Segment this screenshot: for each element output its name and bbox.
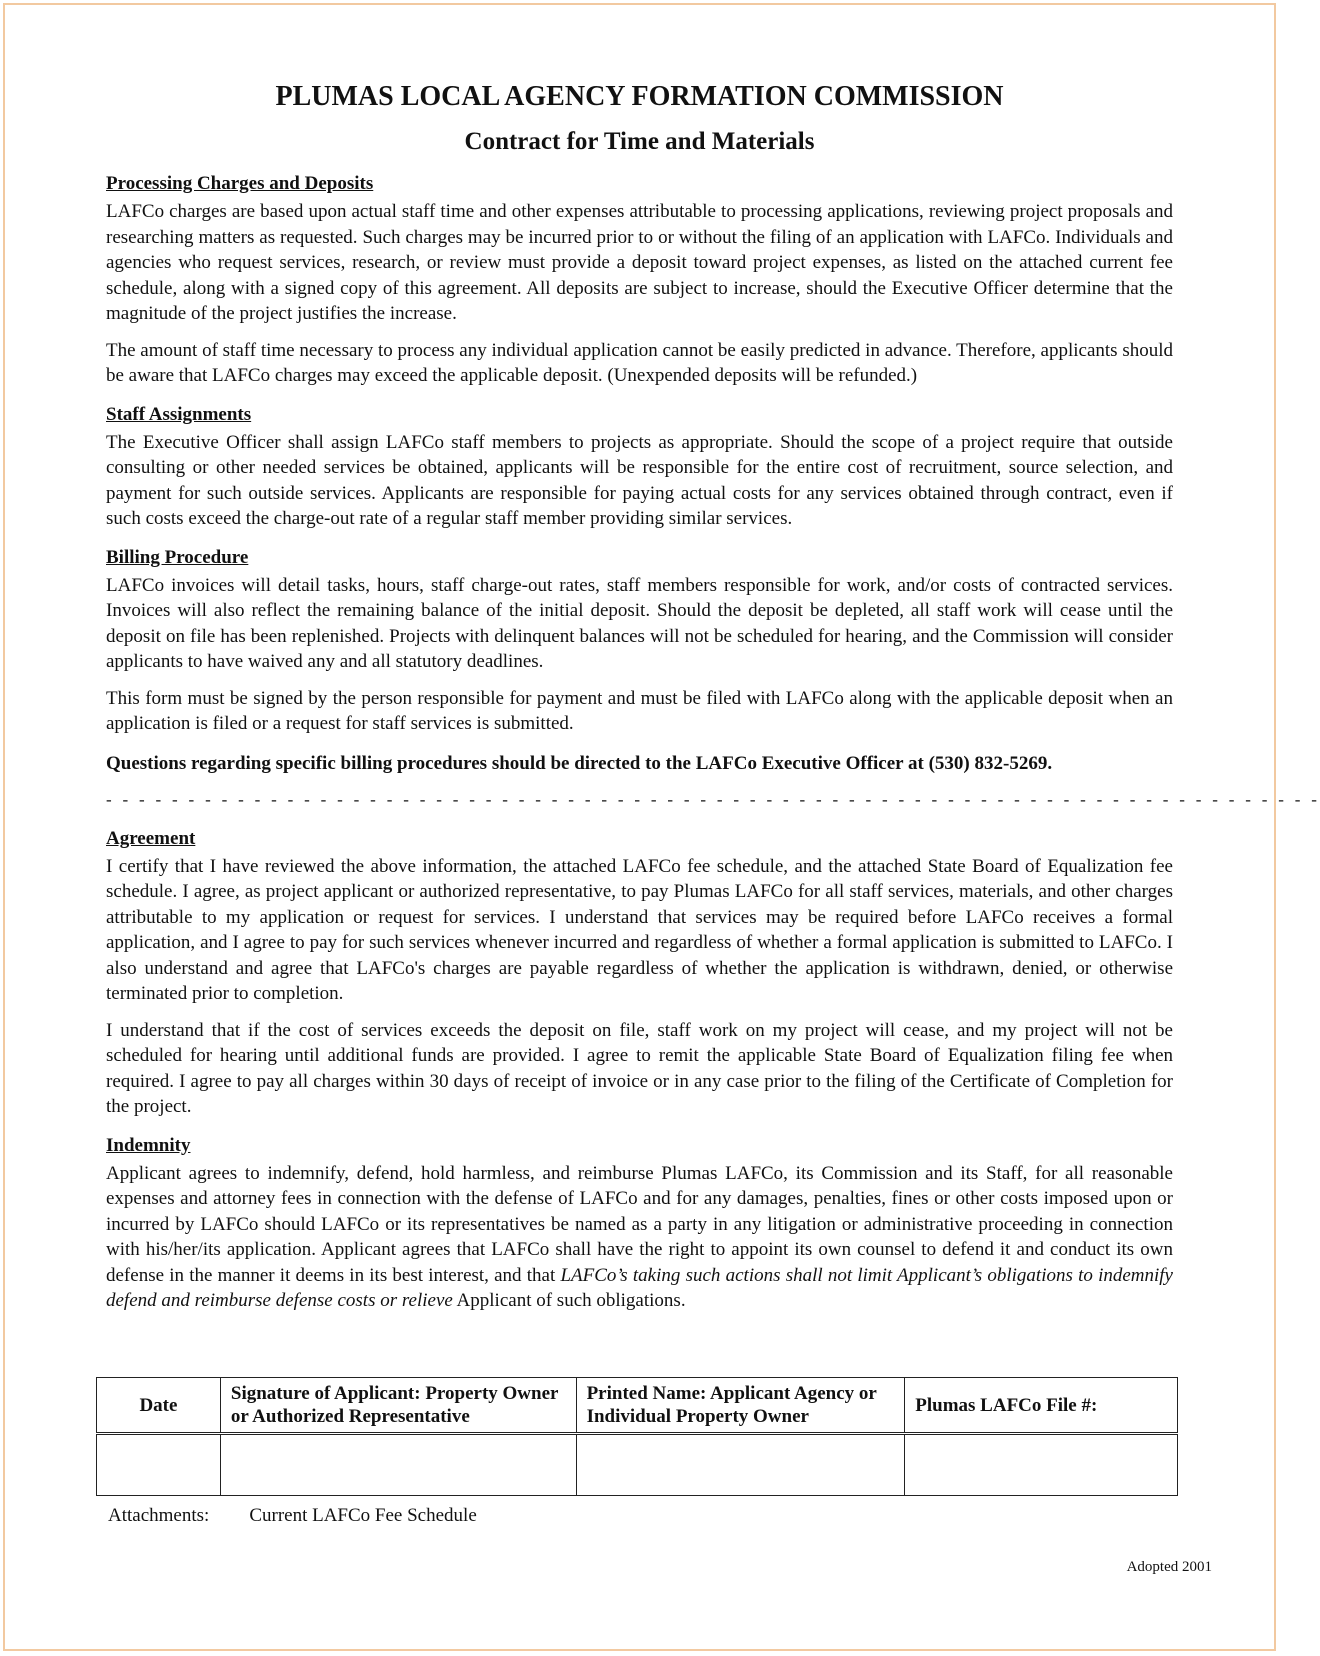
billing-paragraph-1: LAFCo invoices will detail tasks, hours, staff charge-out rates, staff members responsible for work, and/or costs of contracted services. Invoices will also reflect the remaining balance of the initial deposit. Should the deposit be depleted, all staff work will cease until the deposit on file has been replenished. Projects with delinquent balances will not be scheduled for hearing, and the Commission will consider applicants to have waived any and all statutory deadlines. (106, 574, 1173, 672)
billing-questions: Questions regarding specific billing procedures should be directed to the LAFCo Executive Officer at (530) 832-5269. (106, 752, 1053, 774)
signature-cell[interactable] (220, 1434, 576, 1496)
attachments-line (108, 1505, 477, 1527)
document-subtitle: Contract for Time and Materials (464, 128, 815, 155)
billing-paragraph-2: This form must be signed by the person responsible for payment and must be filed with LAFCo along with the applicable deposit when an application is filed or a request for staff services is submitted. (106, 687, 1173, 734)
agreement-paragraph-1: I certify that I have reviewed the above information, the attached LAFCo fee schedule, and the attached State Board of Equalization fee schedule. I agree, as project applicant or authorized representative, to pay Plumas LAFCo for all staff services, materials, and other charges attributable to my application or request for services. I understand that services may be required before LAFCo receives a formal application, and I agree to pay for such services whenever incurred and regardless of whether a formal application is submitted to LAFCo. I also understand and agree that LAFCo's charges are payable regardless of whether the application is withdrawn, denied, or otherwise terminated prior to completion. (106, 855, 1173, 1004)
heading-indemnity: Indemnity (106, 1134, 191, 1156)
processing-paragraph-2: The amount of staff time necessary to process any individual application cannot be easily predicted in advance. Therefore, applicants should be aware that LAFCo charges may exceed the applicable deposit. (Unexpended deposits will be refunded.) (106, 339, 1173, 386)
date-cell[interactable] (97, 1434, 221, 1496)
indemnity-paragraph (106, 1161, 1173, 1314)
header-printed-name: Printed Name: Applicant Agency or Individual Property Owner (576, 1378, 905, 1434)
indemnity-italic-text: LAFCo’s taking such actions shall not limit Applicant’s obligations to indemnify defend and reimburse defense costs or relieve (106, 1264, 1173, 1311)
heading-processing: Processing Charges and Deposits (106, 173, 374, 194)
signature-table-header (97, 1378, 1178, 1434)
processing-paragraph-1: LAFCo charges are based upon actual staff time and other expenses attributable to processing applications, reviewing project proposals and researching matters as requested. Such charges may be incurred prior to or without the filing of an application with LAFCo. Individuals and agencies who request services, research, or review must provide a deposit toward project expenses, as listed on the attached current fee schedule, along with a signed copy of this agreement. All deposits are subject to increase, should the Executive Officer determine that the magnitude of the project justifies the increase. (106, 201, 1173, 324)
document-body (106, 72, 1320, 1325)
agreement-paragraph-2: I understand that if the cost of services exceeds the deposit on file, staff work on my project will cease, and my project will not be scheduled for hearing until additional funds are provided. I agree to remit the applicable State Board of Equalization filing fee when required. I agree to pay all charges within 30 days of receipt of invoice or in any case prior to the filing of the Certificate of Completion for the project. (106, 1019, 1173, 1117)
header-signature: Signature of Applicant: Property Owner or Authorized Representative (220, 1378, 576, 1434)
header-date: Date (97, 1378, 221, 1434)
header-file-number: Plumas LAFCo File #: (905, 1378, 1178, 1434)
signature-table (96, 1377, 1178, 1496)
staff-paragraph-1: The Executive Officer shall assign LAFCo staff members to projects as appropriate. Should the scope of a project require that outside consulting or other needed services be obtained, applicants will be responsible for the entire cost of recruitment, source selection, and payment for such outside services. Applicants are responsible for paying actual costs for any services obtained through contract, even if such costs exceed the charge-out rate of a regular staff member providing similar services. (106, 431, 1173, 529)
attachments-value: Current LAFCo Fee Schedule (249, 1505, 477, 1526)
attachments-label: Attachments: (108, 1505, 210, 1526)
indemnity-end-text: Applicant of such obligations. (452, 1290, 686, 1311)
indemnity-text: Applicant agrees to indemnify, defend, hold harmless, and reimburse Plumas LAFCo, its Commission and its Staff, for all reasonable expenses and attorney fees in connection with the defense of LAFCo and for any damages, penalties, fines or other costs imposed upon or incurred by LAFCo should LAFCo or its representatives be named as a party in any litigation or administrative proceeding in connection with his/her/its application. Applicant agrees that LAFCo shall have the right to appoint its own counsel to defend it and conduct its own defense in the manner it deems in its best interest, and that (106, 1162, 1173, 1286)
printed-name-cell[interactable] (576, 1434, 905, 1496)
dashed-separator: - - - - - - - - - - - - - - - - - - - - - - - - - - - - - - - - - - - - - - - - - - - - - - - - - - - - - - - - - - - - - - - - - - - - - - - - - - (106, 790, 1320, 809)
document-title: PLUMAS LOCAL AGENCY FORMATION COMMISSION (275, 81, 1004, 112)
file-number-cell[interactable] (905, 1434, 1178, 1496)
signature-table-row (97, 1434, 1178, 1496)
adopted-note: Adopted 2001 (1126, 1559, 1212, 1575)
heading-billing-procedure: Billing Procedure (106, 546, 249, 568)
heading-agreement: Agreement (106, 827, 196, 849)
heading-staff-assignments: Staff Assignments (106, 403, 252, 425)
